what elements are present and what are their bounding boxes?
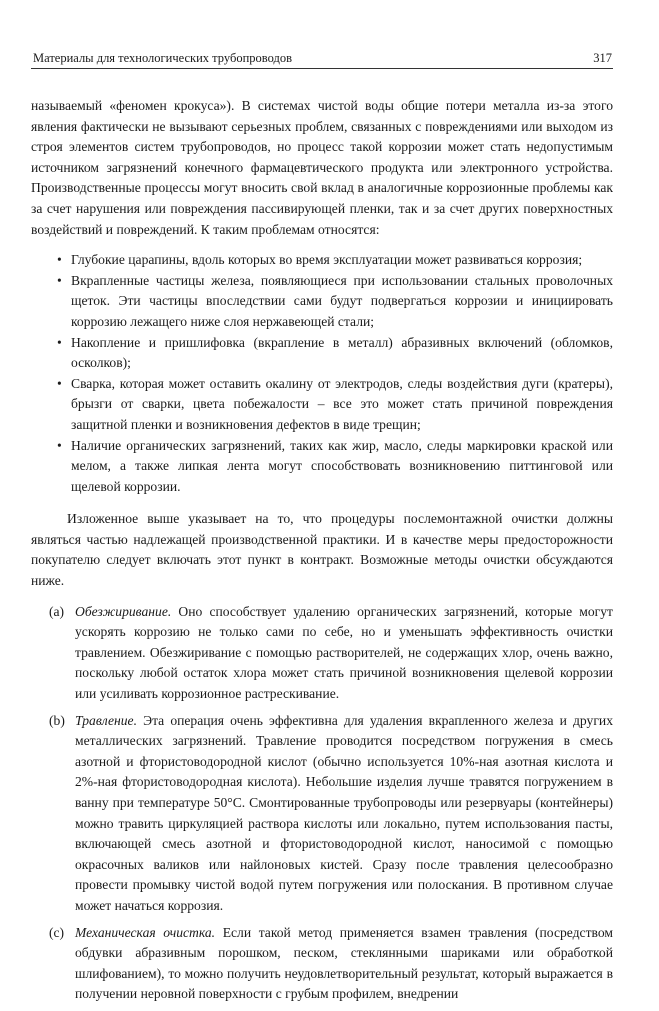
method-term: Механическая очистка. (75, 924, 216, 940)
summary-paragraph: Изложенное выше указывает на то, что процедуры послемонтажной очистки должны являться частью надлежащей производственной практики. И в качестве меры предосторожности покупателю следует включать этот пункт в контракт. Возможные методы очистки обсуждаются ниже. (31, 511, 613, 589)
method-label: (a) (49, 603, 65, 619)
bullet-marker: • (57, 272, 62, 288)
list-item (31, 250, 613, 271)
list-item (31, 374, 613, 436)
bullet-marker: • (57, 437, 62, 453)
method-term: Травление. (75, 712, 137, 728)
list-item-text: Глубокие царапины, вдоль которых во время эксплуатации может развиваться коррозия; (71, 252, 583, 268)
method-item-pickling (31, 711, 613, 917)
page-number: 317 (593, 51, 612, 65)
list-item-text: Сварка, которая может оставить окалину от электродов, следы воздействия дуги (кратеры), брызги от сварки, цвета побежалости – все это может стать причиной повреждения защитной пленки и возникновения дефектов в виде трещин; (71, 375, 613, 432)
method-text: Оно способствует удалению органических загрязнений, которые могут ускорять коррозию не только сами по себе, но и уменьшать эффективность очистки травлением. Обезжиривание с помощью растворителей, не содержащих хлор, очень важно, поскольку любой остаток хлора может стать причиной возникновения щелевой коррозии или усиливать коррозионное растрескивание. (75, 603, 613, 702)
book-page (31, 0, 613, 1002)
bullet-marker: • (57, 252, 62, 268)
page-body (31, 96, 613, 1011)
method-label: (c) (49, 924, 65, 940)
method-text: Если такой метод применяется взамен травления (посредством обдувки абразивным порошком, песком, стеклянными шариками или обработкой шлифованием), то можно получить неудовлетворительный результат, который выражается в получении неровной поверхности с грубым профилем, внедрении (75, 924, 613, 1002)
header-rule (31, 68, 613, 69)
cleaning-methods-list (31, 602, 613, 1005)
list-item-text: Накопление и пришлифовка (вкрапление в металл) абразивных включений (обломков, осколков); (71, 334, 613, 371)
intro-paragraph: называемый «феномен крокуса»). В системах чистой воды общие потери металла из-за этого явления фактически не вызывают серьезных проблем, связанных с повреждениями или выходом из строя элементов систем трубопроводов, но процесс такой коррозии может стать недопустимым источником загрязнений конечного фармацевтического продукта или электронного устройства. Производственные процессы могут вносить свой вклад в аналогичные коррозионные проблемы как за счет нарушения или повреждения пассивирующей пленки, так и за счет других поверхностных воздействий и повреждений. К таким проблемам относятся: (31, 98, 613, 237)
problem-list (31, 250, 613, 497)
bullet-marker: • (57, 334, 62, 350)
list-item-text: Вкрапленные частицы железа, появляющиеся при использовании стальных проволочных щеток. Эти частицы впоследствии сами будут подвергаться коррозии и инициировать коррозию лежащего ниже слоя нержавеющей стали; (71, 272, 613, 329)
method-text: Эта операция очень эффективна для удаления вкрапленного железа и других металлических загрязнений. Травление проводится посредством погружения в смесь азотной и фтористоводородной кислот (обычно используется 10%-ная азотная кислота и 2%-ная фтористоводородная кислота). Небольшие изделия лучше травятся погружением в ванну при температуре 50°C. Смонтированные трубопроводы или резервуары (контейнеры) можно травить циркуляцией раствора кислоты или локально, путем использования пасты, включающей смесь азотной и фтористоводородной кислот, наносимой с помощью окрасочных валиков или найлоновых кистей. Сразу после травления целесообразно провести промывку чистой водой путем погружения или полоскания. В противном случае может начаться коррозия. (75, 712, 613, 913)
list-item (31, 333, 613, 374)
method-label: (b) (49, 712, 65, 728)
method-term: Обезжиривание. (75, 603, 172, 619)
running-header (31, 50, 613, 68)
list-item-text: Наличие органических загрязнений, таких как жир, масло, следы маркировки краской или мелом, а также липкая лента могут способствовать возникновению питтинговой или щелевой коррозии. (71, 437, 613, 494)
method-item-mechanical (31, 923, 613, 1005)
bullet-marker: • (57, 375, 62, 391)
method-item-degreasing (31, 602, 613, 705)
list-item (31, 271, 613, 333)
list-item (31, 436, 613, 498)
running-title: Материалы для технологических трубопроводов (33, 51, 292, 65)
